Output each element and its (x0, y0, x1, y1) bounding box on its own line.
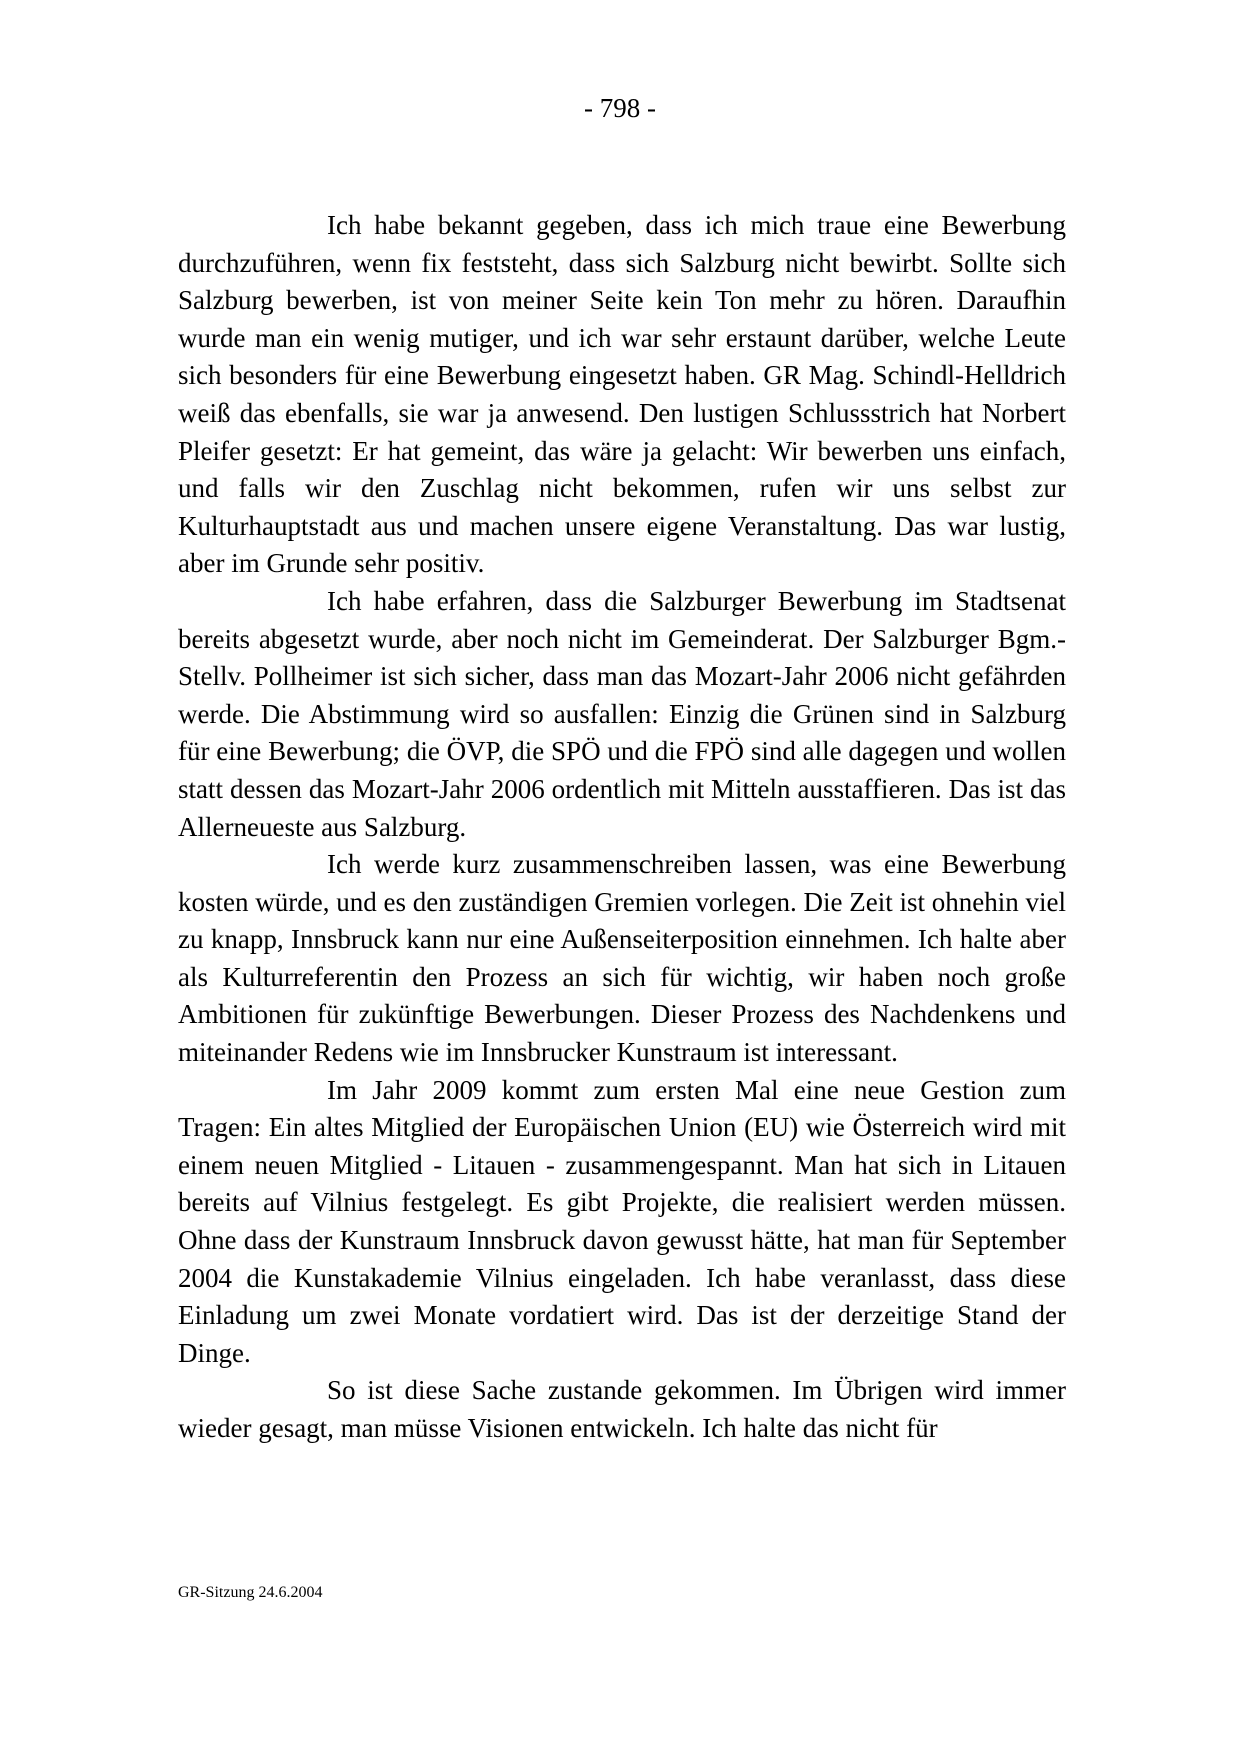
footer-session-date: GR-Sitzung 24.6.2004 (178, 1584, 323, 1601)
document-body (178, 207, 1066, 1448)
page-number: - 798 - (584, 93, 656, 123)
paragraph-1: Ich habe bekannt gegeben, dass ich mich traue eine Bewerbung durchzuführen, wenn fix feststeht, dass sich Salzburg nicht bewirbt. Sollte sich Salzburg bewerben, ist von meiner Seite kein Ton mehr zu hören. Daraufhin wurde man ein wenig mutiger, und ich war sehr erstaunt darüber, welche Leute sich besonders für eine Bewerbung eingesetzt haben. GR Mag. Schindl-Helldrich weiß das ebenfalls, sie war ja anwesend. Den lustigen Schlussstrich hat Norbert Pleifer gesetzt: Er hat gemeint, das wäre ja gelacht: Wir bewerben uns einfach, und falls wir den Zuschlag nicht bekommen, rufen wir uns selbst zur Kulturhauptstadt aus und machen unsere eigene Veranstaltung. Das war lustig, aber im Grunde sehr positiv. (178, 210, 1066, 579)
paragraph-4: Im Jahr 2009 kommt zum ersten Mal eine neue Gestion zum Tragen: Ein altes Mitglied der Europäischen Union (EU) wie Österreich wird mit einem neuen Mitglied - Litauen - zusammengespannt. Man hat sich in Litauen bereits auf Vilnius festgelegt. Es gibt Projekte, die realisiert werden müssen. Ohne dass der Kunstraum Innsbruck davon gewusst hätte, hat man für September 2004 die Kunstakademie Vilnius eingeladen. Ich habe veranlasst, dass diese Einladung um zwei Monate vordatiert wird. Das ist der derzeitige Stand der Dinge. (178, 1074, 1066, 1368)
paragraph-2: Ich habe erfahren, dass die Salzburger Bewerbung im Stadtsenat bereits abgesetzt wurde, aber noch nicht im Gemeinderat. Der Salzburger Bgm.-Stellv. Pollheimer ist sich sicher, dass man das Mozart-Jahr 2006 nicht gefährden werde. Die Abstimmung wird so ausfallen: Einzig die Grünen sind in Salzburg für eine Bewerbung; die ÖVP, die SPÖ und die FPÖ sind alle dagegen und wollen statt dessen das Mozart-Jahr 2006 ordentlich mit Mitteln ausstaffieren. Das ist das Allerneueste aus Salzburg. (178, 585, 1066, 842)
paragraph-5: So ist diese Sache zustande gekommen. Im Übrigen wird immer wieder gesagt, man müsse Visionen entwickeln. Ich halte das nicht für (178, 1375, 1066, 1443)
paragraph-3: Ich werde kurz zusammenschreiben lassen, was eine Bewerbung kosten würde, und es den zuständigen Gremien vorlegen. Die Zeit ist ohnehin viel zu knapp, Innsbruck kann nur eine Außenseiterposition einnehmen. Ich halte aber als Kulturreferentin den Prozess an sich für wichtig, wir haben noch große Ambitionen für zukünftige Bewerbungen. Dieser Prozess des Nachdenkens und miteinander Redens wie im Innsbrucker Kunstraum ist interessant. (178, 849, 1066, 1068)
